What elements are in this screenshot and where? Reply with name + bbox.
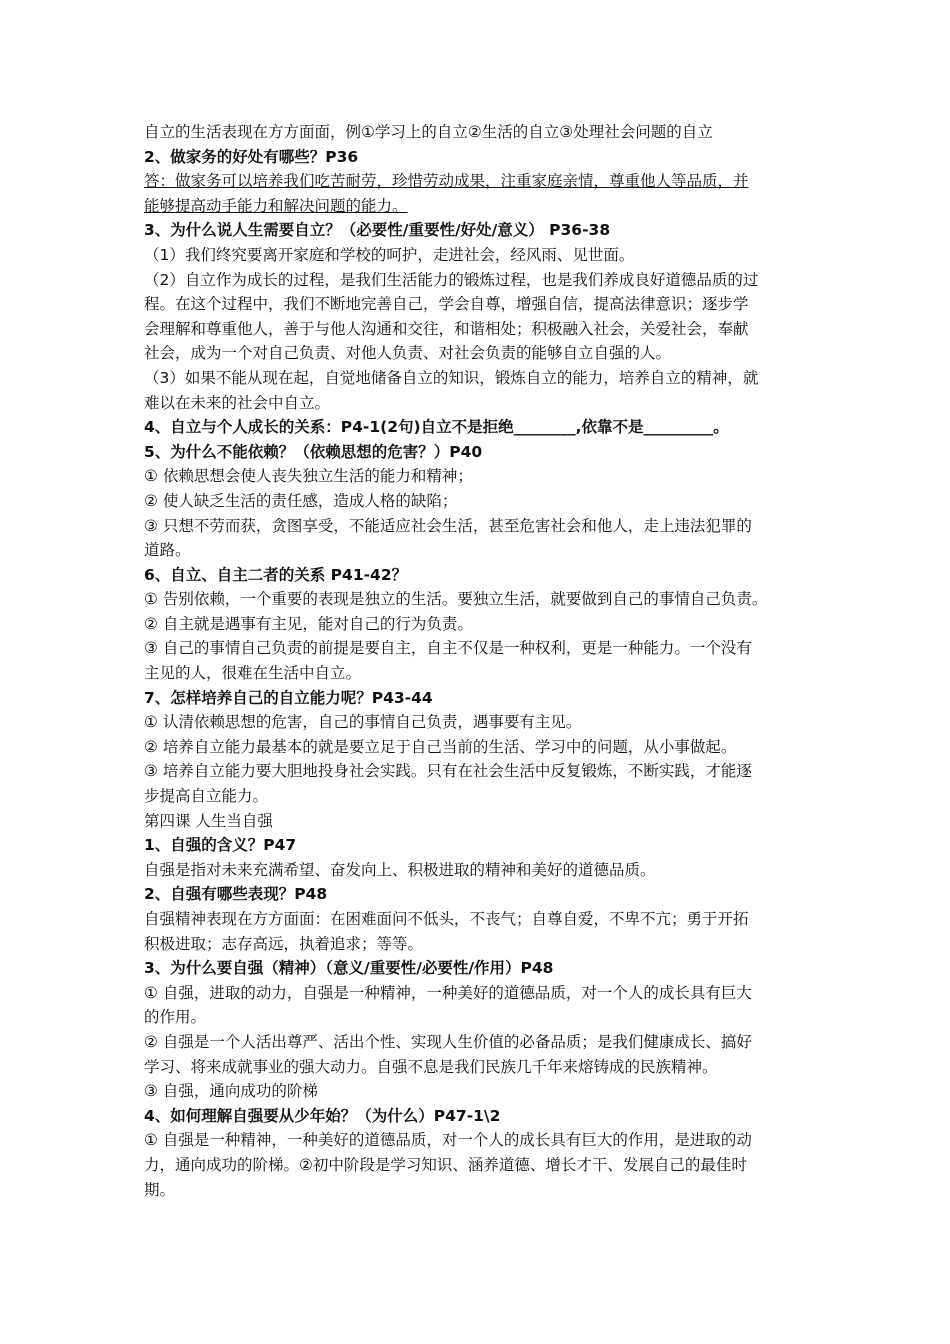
text-line: 程。在这个过程中，我们不断地完善自己，学会自尊，增强自信，提高法律意识；逐步学: [144, 295, 749, 314]
document-body: [144, 120, 824, 1202]
text-line: 积极进取；志存高远，执着追求；等等。: [144, 934, 424, 953]
text-line: ① 自强是一种精神，一种美好的道德品质，对一个人的成长具有巨大的作用，是进取的动: [144, 1131, 752, 1150]
text-line: ① 告别依赖，一个重要的表现是独立的生活。要独立生活，就要做到自己的事情自己负责。: [144, 590, 768, 609]
text-line: 步提高自立能力。: [144, 787, 269, 806]
text-line: 的作用。: [144, 1008, 207, 1027]
text-line: 3、为什么说人生需要自立？（必要性/重要性/好处/意义） P36-38: [144, 221, 611, 240]
text-line: 社会，成为一个对自己负责、对他人负责、对社会负责的能够自立自强的人。: [144, 344, 672, 363]
text-line: 期。: [144, 1180, 176, 1199]
text-line: 7、怎样培养自己的自立能力呢？P43-44: [144, 688, 433, 707]
text-line: 能够提高动手能力和解决问题的能力。: [144, 196, 408, 215]
text-line: ① 自强，进取的动力，自强是一种精神，一种美好的道德品质，对一个人的成长具有巨大: [144, 983, 752, 1002]
text-line: ② 自强是一个人活出尊严、活出个性、实现人生价值的必备品质；是我们健康成长、搞好: [144, 1032, 752, 1051]
text-line: 力，通向成功的阶梯。②初中阶段是学习知识、涵养道德、增长才干、发展自己的最佳时: [144, 1155, 747, 1174]
text-line: 2、自强有哪些表现？P48: [144, 885, 328, 904]
text-line: （1）我们终究要离开家庭和学校的呵护，走进社会，经风雨、见世面。: [144, 245, 635, 264]
text-line: ③ 培养自立能力要大胆地投身社会实践。只有在社会生活中反复锻炼，不断实践，才能逐: [144, 762, 752, 781]
text-line: （3）如果不能从现在起，自觉地储备自立的知识，锻炼自立的能力，培养自立的精神，就: [144, 368, 759, 387]
text-line: 第四课 人生当自强: [144, 811, 273, 830]
text-line: 答：做家务可以培养我们吃苦耐劳，珍惜劳动成果，注重家庭亲情，尊重他人等品质，并: [144, 172, 749, 191]
text-line: ③ 只想不劳而获，贪图享受，不能适应社会生活，甚至危害社会和他人，走上违法犯罪的: [144, 516, 752, 535]
text-line: ③ 自强，通向成功的阶梯: [144, 1082, 318, 1101]
text-line: ③ 自己的事情自己负责的前提是要自主，自主不仅是一种权利，更是一种能力。一个没有: [144, 639, 752, 658]
text-line: ① 认清依赖思想的危害，自己的事情自己负责，遇事要有主见。: [144, 713, 582, 732]
text-line: 道路。: [144, 541, 191, 560]
text-line: 难以在未来的社会中自立。: [144, 393, 331, 412]
text-line: 会理解和尊重他人，善于与他人沟通和交往，和谐相处；积极融入社会，关爱社会，奉献: [144, 319, 749, 338]
text-line: 主见的人，很难在生活中自立。: [144, 664, 362, 683]
text-line: 3、为什么要自强（精神）（意义/重要性/必要性/作用）P48: [144, 959, 554, 978]
text-line: 1、自强的含义？P47: [144, 836, 297, 855]
text-line: ② 使人缺乏生活的责任感，造成人格的缺陷；: [144, 491, 458, 510]
text-line: 自强精神表现在方方面面：在困难面问不低头，不丧气；自尊自爱，不卑不亢；勇于开拓: [144, 910, 749, 928]
text-line: 自立的生活表现在方方面面，例①学习上的自立②生活的自立③处理社会问题的自立: [144, 123, 713, 141]
text-line: 4、自立与个人成长的关系：P4-1(2句)自立不是拒绝________,依靠不是_________。: [144, 418, 729, 437]
text-line: ② 培养自立能力最基本的就是要立足于自己当前的生活、学习中的问题，从小事做起。: [144, 737, 737, 756]
text-line: 自强是指对未来充满希望、奋发向上、积极进取的精神和美好的道德品质。: [144, 860, 656, 879]
text-line: 4、如何理解自强要从少年始？（为什么）P47-1\2: [144, 1106, 501, 1125]
text-line: 2、做家务的好处有哪些？P36: [144, 147, 359, 166]
text-line: 5、为什么不能依赖？（依赖思想的危害？）P40: [144, 442, 483, 461]
text-line: 学习、将来成就事业的强大动力。自强不息是我们民族几千年来熔铸成的民族精神。: [144, 1057, 718, 1076]
text-line: 6、自立、自主二者的关系 P41-42？: [144, 565, 408, 584]
text-line: ② 自主就是遇事有主见，能对自己的行为负责。: [144, 614, 473, 633]
text-line: ① 依赖思想会使人丧失独立生活的能力和精神；: [144, 467, 473, 486]
text-line: （2）自立作为成长的过程，是我们生活能力的锻炼过程，也是我们养成良好道德品质的过: [144, 270, 759, 289]
